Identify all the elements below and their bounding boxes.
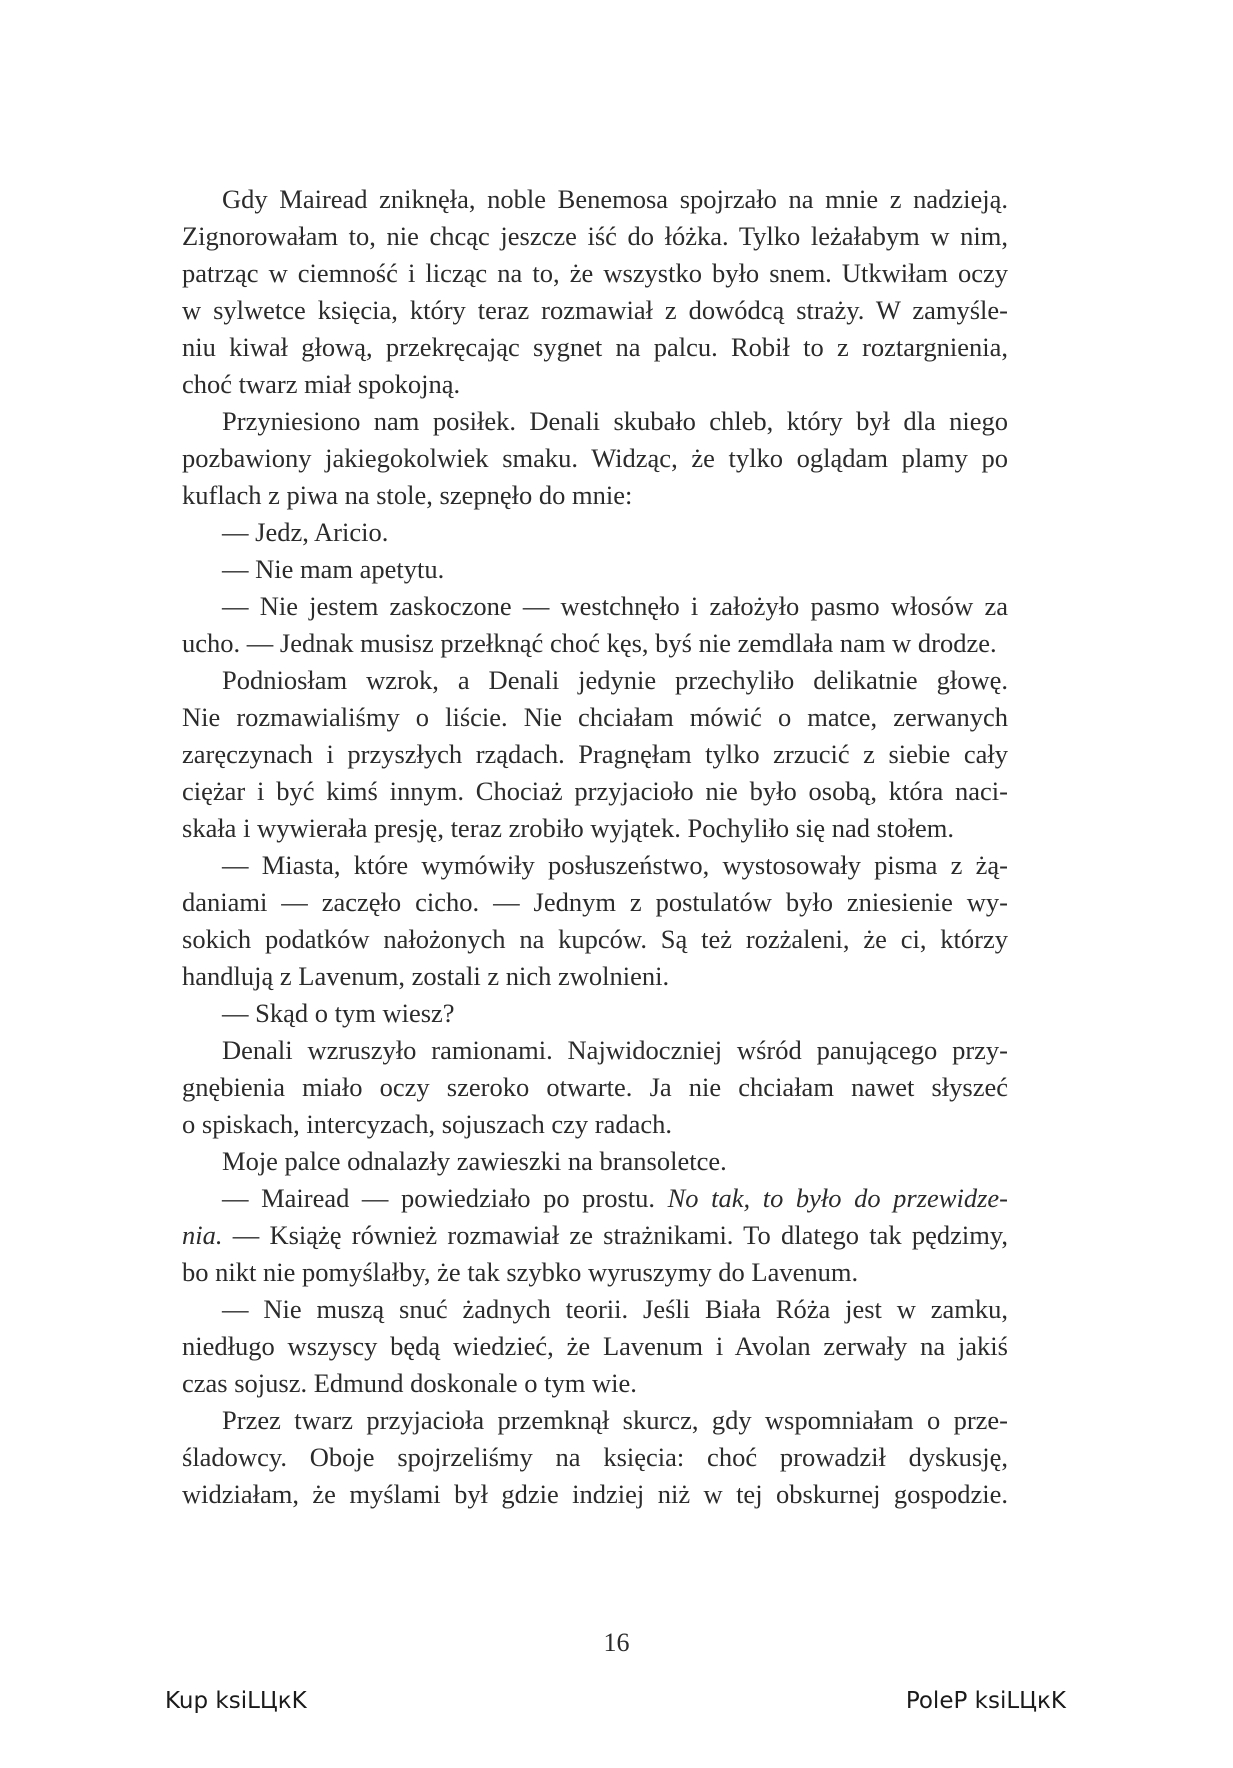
footer-buy-book-link[interactable]: Kup ksiLЦкK xyxy=(165,1688,307,1714)
text-line: Moje palce odnalazły zawieszki na bransoletce. xyxy=(222,1146,727,1176)
text-line: choć twarz miał spokojną. xyxy=(182,369,461,399)
text-line: — Skąd o tym wiesz? xyxy=(222,998,455,1028)
text-line: Denali wzruszyło ramionami. Najwidoczniej wśród panującego przy- xyxy=(222,1035,1008,1065)
text-line: — Nie muszą snuć żadnych teorii. Jeśli Biała Róża jest w zamku, xyxy=(222,1294,1008,1324)
text-line: patrząc w ciemność i licząc na to, że wszystko było snem. Utkwiłam oczy xyxy=(182,258,1008,288)
text-line: — Miasta, które wymówiły posłuszeństwo, wystosowały pisma z żą- xyxy=(222,850,1008,880)
text-line: ucho. — Jednak musisz przełknąć choć kęs, byś nie zemdlała nam w drodze. xyxy=(182,628,997,658)
text-line: niedługo wszyscy będą wiedzieć, że Lavenum i Avolan zerwały na jakiś xyxy=(182,1331,1008,1361)
text-line: Przez twarz przyjacioła przemknął skurcz, gdy wspomniałam o prze- xyxy=(222,1405,1008,1435)
text-line: — Mairead — powiedziało po prostu. No tak, to było do przewidze- xyxy=(222,1183,1008,1213)
text-line: kuflach z piwa na stole, szepnęło do mnie: xyxy=(182,480,633,510)
text-line: czas sojusz. Edmund doskonale o tym wie. xyxy=(182,1368,637,1398)
text-line: nia. — Książę również rozmawiał ze strażnikami. To dlatego tak pędzimy, xyxy=(182,1220,1008,1250)
footer-recommend-book-link[interactable]: PoleP ksiLЦкK xyxy=(905,1688,1066,1714)
text-line: — Jedz, Aricio. xyxy=(222,517,389,547)
text-line: bo nikt nie pomyślałby, że tak szybko wyruszymy do Lavenum. xyxy=(182,1257,859,1287)
text-line: widziałam, że myślami był gdzie indziej niż w tej obskurnej gospodzie. xyxy=(182,1479,1008,1509)
text-line: Podniosłam wzrok, a Denali jedynie przechyliło delikatnie głowę. xyxy=(222,665,1008,695)
text-line: ciężar i być kimś innym. Chociaż przyjacioło nie było osobą, która naci- xyxy=(182,776,1008,806)
text-line: skała i wywierała presję, teraz zrobiło wyjątek. Pochyliło się nad stołem. xyxy=(182,813,954,843)
text-line: Zignorowałam to, nie chcąc jeszcze iść do łóżka. Tylko leżałabym w nim, xyxy=(182,221,1008,251)
text-line: daniami — zaczęło cicho. — Jednym z postulatów było zniesienie wy- xyxy=(182,887,1008,917)
text-line: niu kiwał głową, przekręcając sygnet na palcu. Robił to z roztargnienia, xyxy=(182,332,1008,362)
text-line: o spiskach, intercyzach, sojuszach czy radach. xyxy=(182,1109,673,1139)
text-line: Gdy Mairead zniknęła, noble Benemosa spojrzało na mnie z nadzieją. xyxy=(222,184,1008,214)
text-line: — Nie mam apetytu. xyxy=(222,554,445,584)
page-number: 16 xyxy=(603,1628,630,1657)
text-line: handlują z Lavenum, zostali z nich zwolnieni. xyxy=(182,961,670,991)
text-line: sokich podatków nałożonych na kupców. Są też rozżaleni, że ci, którzy xyxy=(182,924,1008,954)
text-line: pozbawiony jakiegokolwiek smaku. Widząc, że tylko oglądam plamy po xyxy=(182,443,1008,473)
body-text xyxy=(182,181,1008,1513)
text-line: — Nie jestem zaskoczone — westchnęło i założyło pasmo włosów za xyxy=(222,591,1008,621)
text-line: śladowcy. Oboje spojrzeliśmy na księcia: choć prowadził dyskusję, xyxy=(182,1442,1008,1472)
text-line: w sylwetce księcia, który teraz rozmawiał z dowódcą straży. W zamyśle- xyxy=(182,295,1008,325)
text-line: zaręczynach i przyszłych rządach. Pragnęłam tylko zrzucić z siebie cały xyxy=(182,739,1008,769)
text-line: Przyniesiono nam posiłek. Denali skubało chleb, który był dla niego xyxy=(222,406,1008,436)
text-line: gnębienia miało oczy szeroko otwarte. Ja nie chciałam nawet słyszeć xyxy=(182,1072,1008,1102)
text-line: Nie rozmawialiśmy o liście. Nie chciałam mówić o matce, zerwanych xyxy=(182,702,1008,732)
